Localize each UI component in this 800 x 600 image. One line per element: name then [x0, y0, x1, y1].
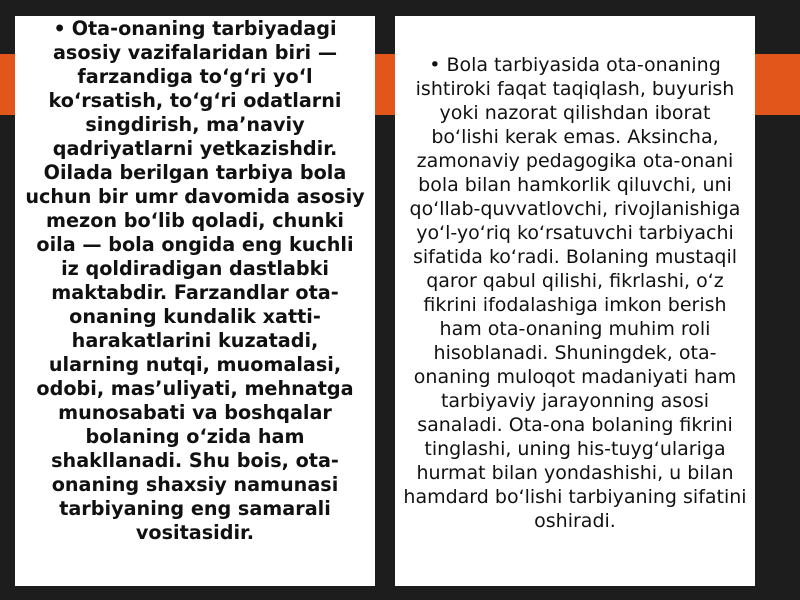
left-paragraph-text: Ota-onaning tarbiyadagi asosiy vazifalaridan biri — farzandiga to‘g‘ri yo‘l ko‘rsatish, to‘g‘ri odatlarni singdirish, ma’naviy qadriyatlarni yetkazishdir. Oilada berilgan tarbiya bola uchun bir umr davomida asosiy mezon bo‘lib qoladi, chunki oila — bola ongida eng kuchli iz qoldiradigan dastlabki maktabdir. Farzandlar ota-onaning kundalik xatti-harakatlarini kuzatadi, ularning nutqi, muomalasi, odobi, mas’uliyati, mehnatga munosabati va boshqalar bolaning o‘zida ham shakllanadi. Shu bois, ota-onaning shaxsiy namunasi tarbiyaning eng samarali vositasidir. — [25, 17, 365, 544]
left-text-panel — [15, 16, 375, 586]
right-paragraph-text: Bola tarbiyasida ota-onaning ishtiroki faqat taqiqlash, buyurish yoki nazorat qilishdan iborat bo‘lishi kerak emas. Aksincha, zamonaviy pedagogika ota-onani bola bilan hamkorlik qiluvchi, uni qo‘llab-quvvatlovchi, rivojlanishiga yo‘l-yo‘riq ko‘rsatuvchi tarbiyachi sifatida ko‘radi. Bolaning mustaqil qaror qabul qilishi, fikrlashi, o‘z fikrini ifodalashiga imkon berish ham ota-onaning muhim roli hisoblanadi. Shuningdek, ota-onaning muloqot madaniyati ham tarbiyaviy jarayonning asosi sanaladi. Ota-ona bolaning fikrini tinglashi, uning his-tuyg‘ulariga hurmat bilan yondashishi, u bilan hamdard bo‘lishi tarbiyaning sifatini oshiradi. — [403, 54, 747, 532]
left-paragraph — [25, 17, 365, 545]
bullet-icon: • — [53, 17, 66, 40]
bullet-icon: • — [429, 54, 441, 76]
right-paragraph — [403, 53, 747, 533]
right-text-panel — [395, 16, 755, 586]
